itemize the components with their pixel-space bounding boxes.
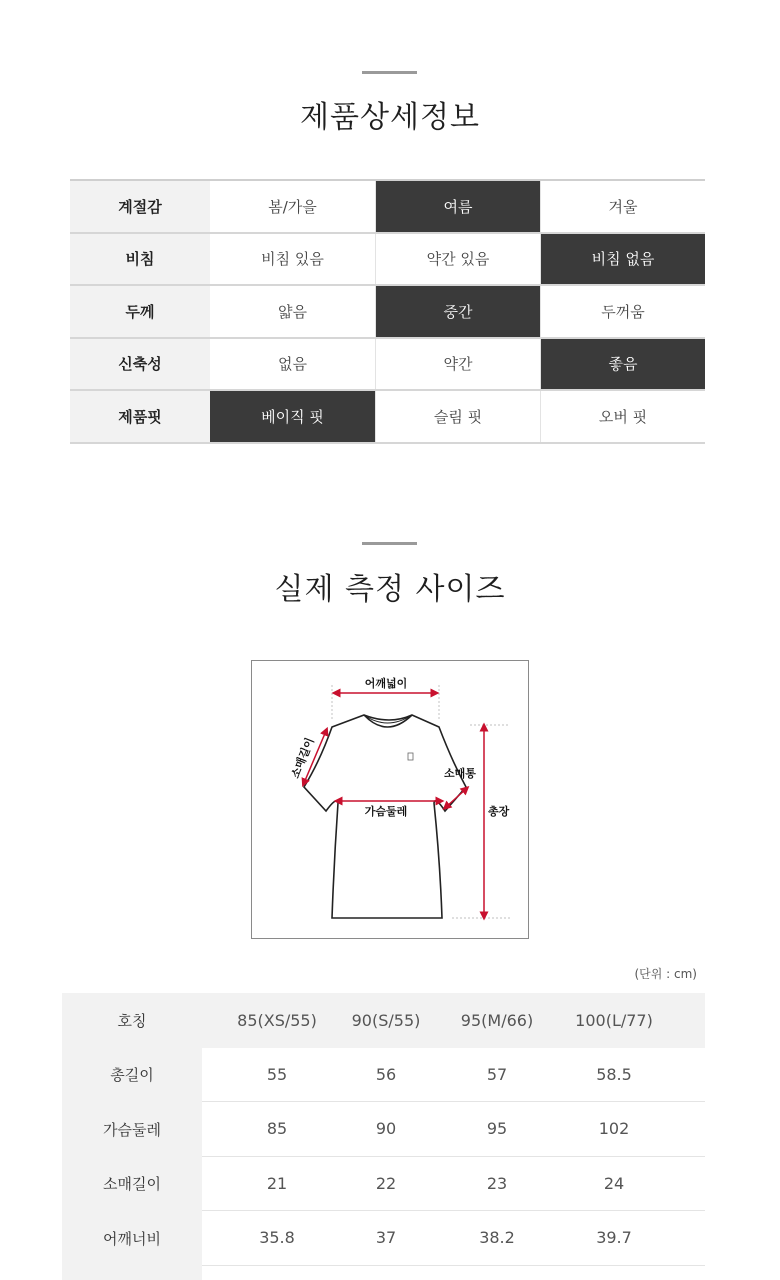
size-spacer xyxy=(654,1048,705,1102)
size-cells xyxy=(202,1211,705,1266)
size-header-cell: 90(S/55) xyxy=(351,1010,421,1030)
size-spacer xyxy=(654,993,705,1048)
section-divider-size xyxy=(362,542,417,545)
detail-option: 봄/가을 xyxy=(268,197,317,216)
detail-row xyxy=(70,339,705,392)
size-value-cell: 95 xyxy=(486,1119,508,1139)
detail-row-label: 제품핏 xyxy=(70,391,210,442)
cuff-arrow xyxy=(446,789,466,807)
size-value-cell: 58.5 xyxy=(596,1064,632,1084)
size-value-cell: 55 xyxy=(266,1064,288,1084)
cuff-label: 소매통 xyxy=(444,767,476,780)
size-value-cell: 38.2 xyxy=(479,1228,515,1248)
size-value-cell: 85 xyxy=(266,1119,288,1139)
detail-row-label: 두께 xyxy=(70,286,210,337)
size-row-label: 가슴둘레 xyxy=(62,1102,202,1157)
size-header-cell: 95(M/66) xyxy=(460,1010,534,1030)
size-cells xyxy=(202,1157,705,1212)
size-row-label xyxy=(62,1266,202,1280)
detail-row xyxy=(70,181,705,234)
size-header-label: 호칭 xyxy=(62,993,202,1048)
size-table-header xyxy=(62,993,705,1048)
chest-label: 가슴둘레 xyxy=(364,805,408,818)
detail-option: 약간 xyxy=(375,339,540,390)
detail-row-label: 비침 xyxy=(70,234,210,285)
detail-table xyxy=(70,179,705,444)
size-row-label: 소매길이 xyxy=(62,1157,202,1212)
size-table-row xyxy=(62,1211,705,1266)
detail-row xyxy=(70,286,705,339)
detail-option-selected: 베이직 핏 xyxy=(210,391,375,442)
shoulder-label: 어깨넓이 xyxy=(364,677,408,690)
size-value-cell: 35.8 xyxy=(259,1228,295,1248)
detail-option: 두꺼움 xyxy=(540,286,705,337)
size-value-cell: 102 xyxy=(598,1119,630,1139)
size-table-row xyxy=(62,1048,705,1103)
size-value-cell: 56 xyxy=(375,1064,397,1084)
size-value-cell: 57 xyxy=(486,1064,508,1084)
size-table-row-partial xyxy=(62,1266,705,1280)
detail-row xyxy=(70,234,705,287)
detail-option: 겨울 xyxy=(540,181,705,232)
detail-option: 약간 있음 xyxy=(375,234,540,285)
size-row-label: 어깨너비 xyxy=(62,1211,202,1266)
unit-note: (단위 : cm) xyxy=(634,967,697,981)
size-header-cell: 100(L/77) xyxy=(575,1010,653,1030)
detail-option-selected: 중간 xyxy=(375,286,540,337)
tshirt-measurement-diagram xyxy=(251,660,529,939)
size-value-cell: 21 xyxy=(266,1173,288,1193)
section-divider-top xyxy=(362,71,417,74)
size-table-row xyxy=(62,1102,705,1157)
detail-option-selected: 좋음 xyxy=(540,339,705,390)
detail-section-title: 제품상세정보 xyxy=(300,100,480,135)
size-table xyxy=(62,993,705,1280)
size-value-cell: 23 xyxy=(486,1173,508,1193)
size-cells xyxy=(202,1048,705,1103)
sleeve-label: 소매길이 xyxy=(288,735,317,781)
size-value-cell: 39.7 xyxy=(596,1228,632,1248)
size-spacer xyxy=(654,1102,705,1156)
size-value-cell: 24 xyxy=(603,1173,625,1193)
logo-mark xyxy=(408,753,413,760)
detail-option: 얇음 xyxy=(278,302,307,321)
size-row-label: 총길이 xyxy=(62,1048,202,1103)
size-value-cell: 22 xyxy=(375,1173,397,1193)
size-spacer xyxy=(654,1157,705,1211)
size-cells xyxy=(202,1102,705,1157)
size-section-title: 실제 측정 사이즈 xyxy=(274,572,506,607)
detail-row-label: 신축성 xyxy=(70,339,210,390)
detail-row-label: 계절감 xyxy=(70,181,210,232)
length-label: 총장 xyxy=(488,805,510,818)
size-value-cell: 37 xyxy=(375,1228,397,1248)
detail-option: 오버 핏 xyxy=(540,391,705,442)
size-table-row xyxy=(62,1157,705,1212)
detail-row xyxy=(70,391,705,444)
detail-option: 없음 xyxy=(278,355,307,374)
detail-option: 슬림 핏 xyxy=(375,391,540,442)
tshirt-diagram-svg xyxy=(252,661,528,938)
size-spacer xyxy=(654,1211,705,1265)
size-header-cell: 85(XS/55) xyxy=(237,1010,317,1030)
detail-option-selected: 비침 없음 xyxy=(540,234,705,285)
detail-option: 비침 있음 xyxy=(261,250,324,269)
size-cells xyxy=(202,993,705,1048)
size-value-cell: 90 xyxy=(375,1119,397,1139)
detail-option-selected: 여름 xyxy=(375,181,540,232)
